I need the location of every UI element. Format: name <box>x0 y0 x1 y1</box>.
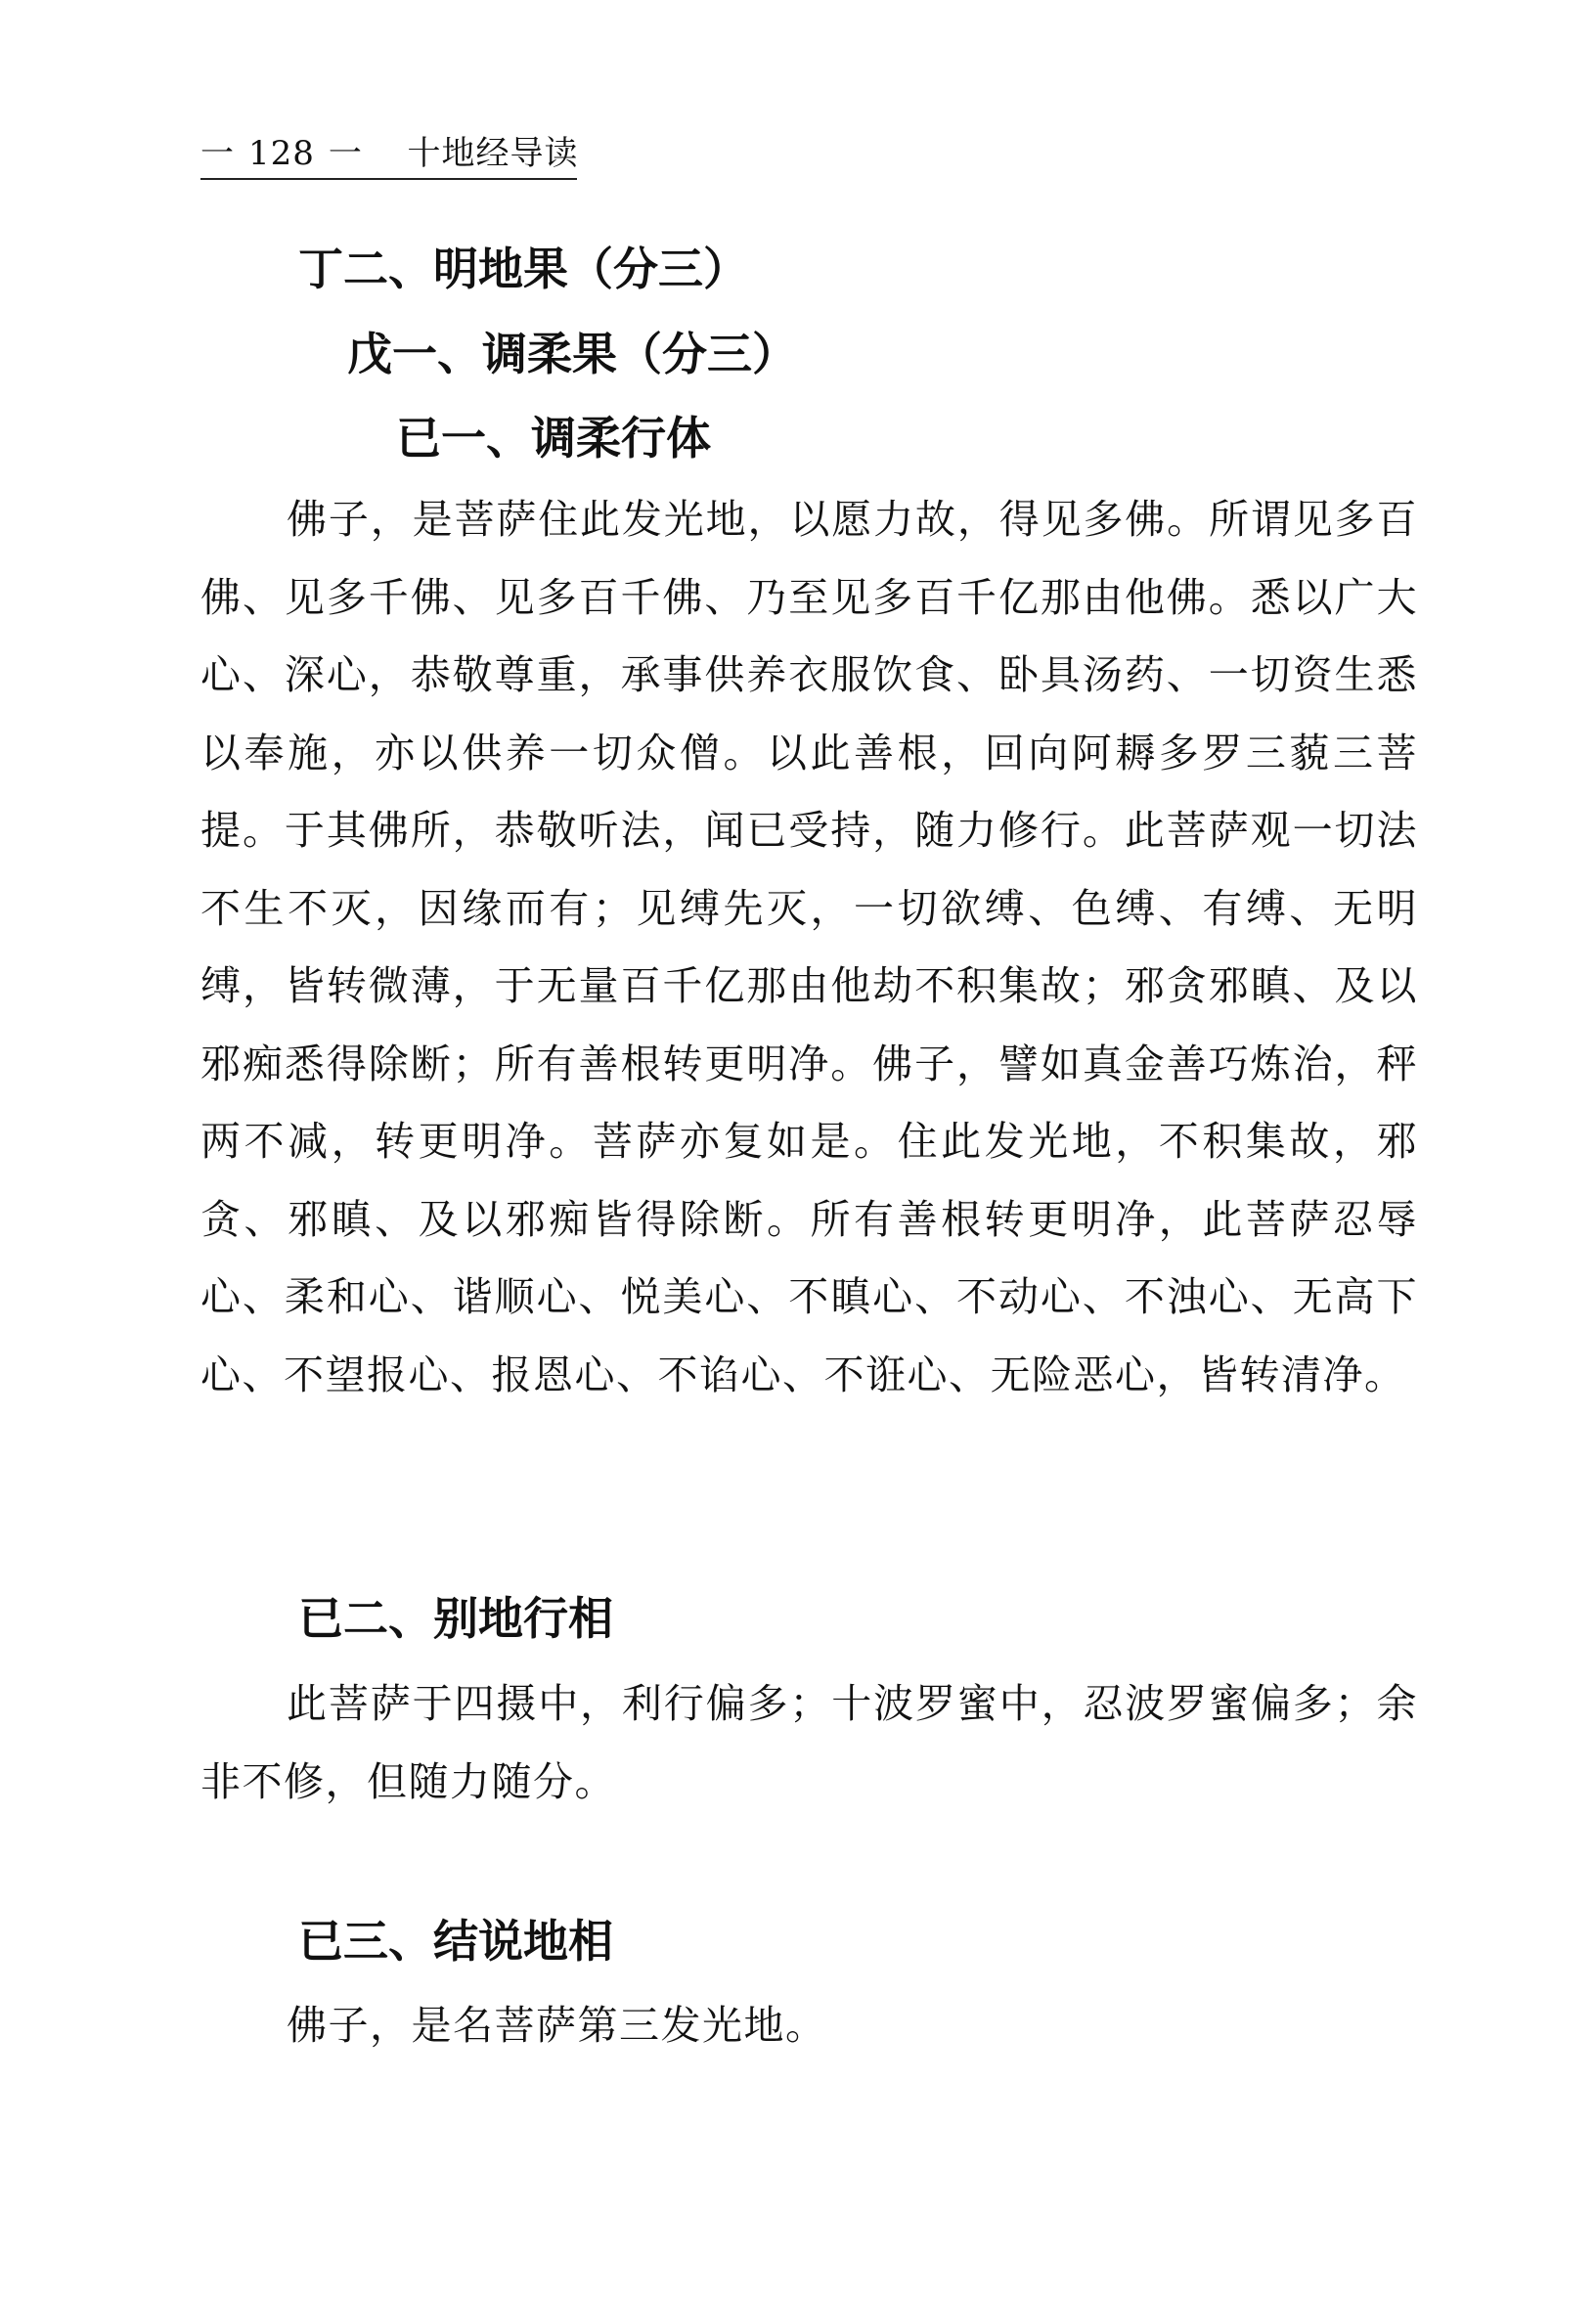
paragraph-ji2-body: 此菩萨于四摄中，利行偏多；十波罗蜜中，忍波罗蜜偏多；余非不修，但随力随分。 <box>200 1680 1418 1805</box>
header-dash-left: 一 <box>200 134 235 173</box>
heading-ding2: 丁二、明地果（分三） <box>298 243 748 295</box>
running-header <box>200 129 579 178</box>
heading-ji2: 已二、别地行相 <box>298 1592 613 1645</box>
paragraph-ji3-body: 佛子，是名菩萨第三发光地。 <box>287 2002 827 2049</box>
header-dash-right: 一 <box>328 134 363 173</box>
paragraph-ji1-body: 佛子，是菩萨住此发光地，以愿力故，得见多佛。所谓见多百佛、见多千佛、见多百千佛、乃至见多百千亿那由他佛。悉以广大心、深心，恭敬尊重，承事供养衣服饮食、卧具汤药、一切资生悉以奉施，亦以供养一切众僧。以此善根，回向阿耨多罗三藐三菩提。于其佛所，恭敬听法，闻已受持，随力修行。此菩萨观一切法不生不灭，因缘而有；见缚先灭，一切欲缚、色缚、有缚、无明缚，皆转微薄，于无量百千亿那由他劫不积集故；邪贪邪瞋、及以邪痴悉得除断；所有善根转更明净。佛子，譬如真金善巧炼治，秤两不减，转更明净。菩萨亦复如是。住此发光地，不积集故，邪贪、邪瞋、及以邪痴皆得除断。所有善根转更明净，此菩萨忍辱心、柔和心、谐顺心、悦美心、不瞋心、不动心、不浊心、无高下心、不望报心、报恩心、不谄心、不诳心、无险恶心，皆转清净。 <box>200 496 1418 1398</box>
heading-ji3: 已三、结说地相 <box>298 1915 613 1968</box>
header-rule <box>200 178 577 180</box>
header-page-number: 128 <box>248 134 315 173</box>
heading-ji1: 已一、调柔行体 <box>396 412 711 465</box>
header-book-title: 十地经导读 <box>407 134 579 173</box>
heading-wu1: 戊一、调柔果（分三） <box>347 328 797 380</box>
